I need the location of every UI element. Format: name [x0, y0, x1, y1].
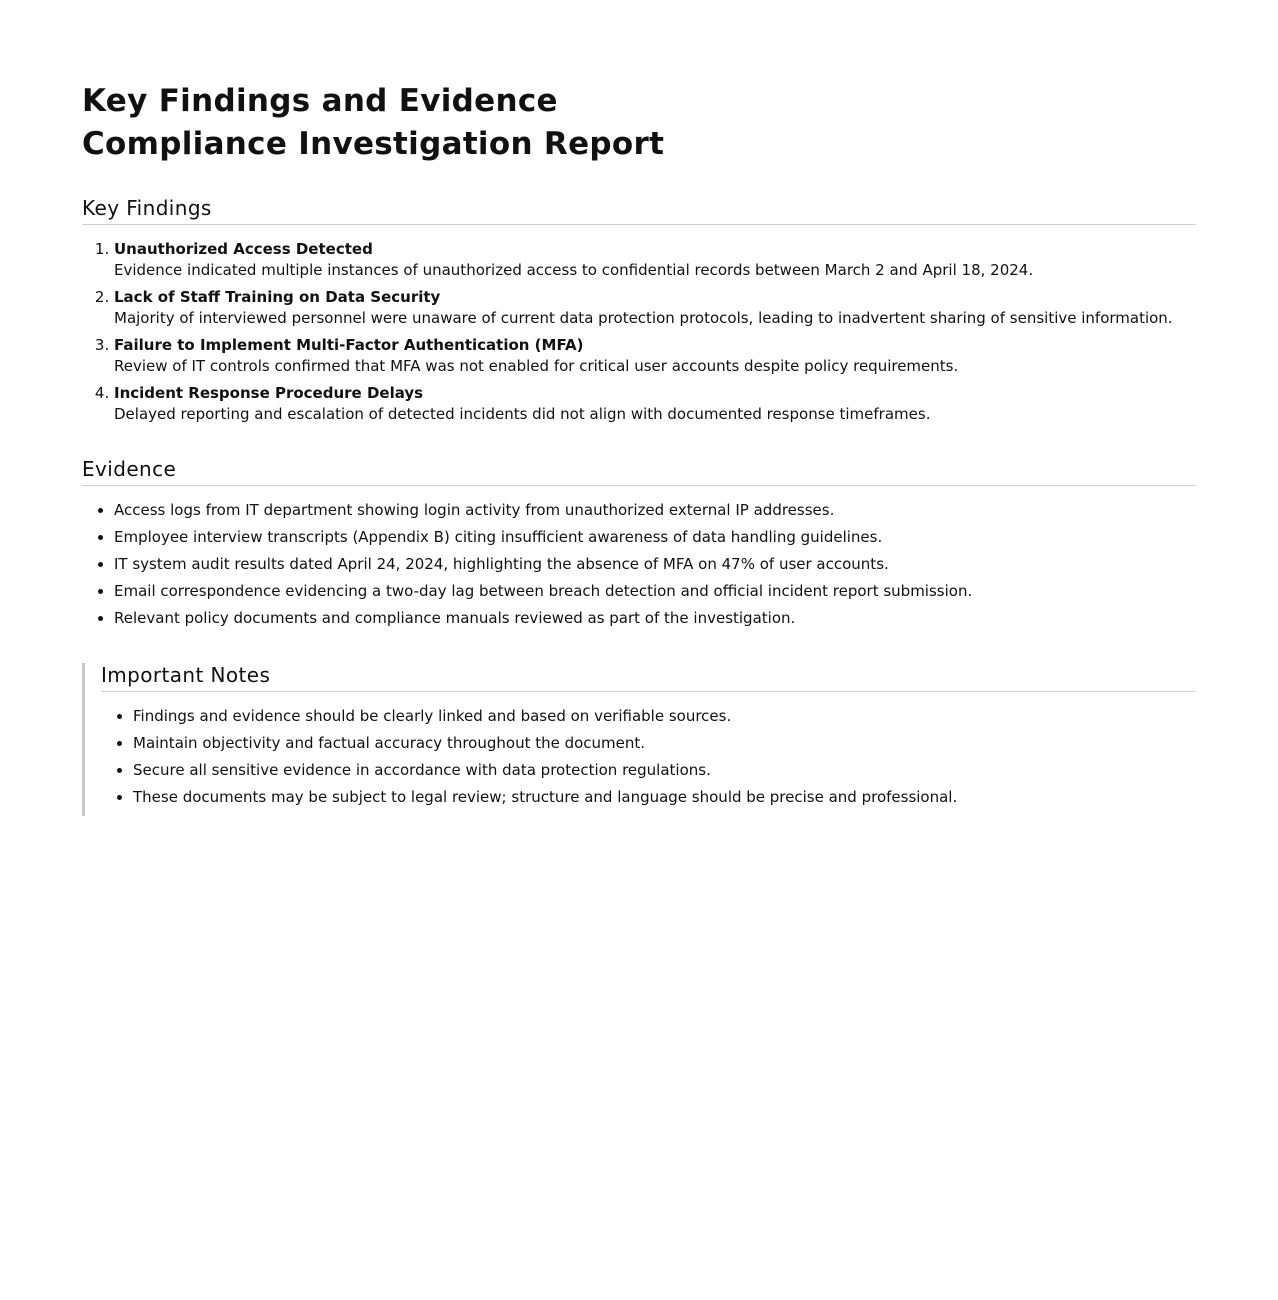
evidence-item: • Access logs from IT department showing login activity from unauthorized external IP addresses.: [114, 500, 1196, 521]
finding-item: [114, 335, 1196, 377]
note-item: • Secure all sensitive evidence in accordance with data protection regulations.: [133, 760, 1196, 781]
evidence-section: [82, 457, 1196, 629]
key-findings-section: [82, 196, 1196, 425]
evidence-item: • Employee interview transcripts (Appendix B) citing insufficient awareness of data handling guidelines.: [114, 527, 1196, 548]
important-notes-heading: Important Notes: [101, 663, 1196, 692]
evidence-list: [82, 500, 1196, 629]
finding-item: [114, 383, 1196, 425]
evidence-item: • Relevant policy documents and compliance manuals reviewed as part of the investigation.: [114, 608, 1196, 629]
note-item: • These documents may be subject to legal review; structure and language should be precise and professional.: [133, 787, 1196, 808]
page-title-line-2: Compliance Investigation Report: [82, 126, 665, 162]
finding-description: Review of IT controls confirmed that MFA was not enabled for critical user accounts despite policy requirements.: [114, 357, 959, 375]
finding-title: 2. Lack of Staff Training on Data Security: [114, 288, 441, 306]
key-findings-heading: Key Findings: [82, 196, 1196, 225]
finding-title: 4. Incident Response Procedure Delays: [114, 384, 424, 402]
finding-description: Delayed reporting and escalation of detected incidents did not align with documented response timeframes.: [114, 405, 931, 423]
finding-title: 1. Unauthorized Access Detected: [114, 240, 373, 258]
page-title: [82, 80, 1196, 166]
important-notes-list: [101, 706, 1196, 808]
important-notes-callout: [82, 663, 1196, 816]
finding-description: Evidence indicated multiple instances of unauthorized access to confidential records between March 2 and April 18, 2024.: [114, 261, 1034, 279]
evidence-item: • Email correspondence evidencing a two-day lag between breach detection and official incident report submission.: [114, 581, 1196, 602]
note-item: • Maintain objectivity and factual accuracy throughout the document.: [133, 733, 1196, 754]
evidence-heading: Evidence: [82, 457, 1196, 486]
page-title-line-1: Key Findings and Evidence: [82, 83, 558, 119]
key-findings-list: [82, 239, 1196, 425]
finding-item: [114, 239, 1196, 281]
finding-description: Majority of interviewed personnel were unaware of current data protection protocols, leading to inadvertent sharing of sensitive information.: [114, 309, 1173, 327]
evidence-item: • IT system audit results dated April 24, 2024, highlighting the absence of MFA on 47% of user accounts.: [114, 554, 1196, 575]
finding-item: [114, 287, 1196, 329]
finding-title: 3. Failure to Implement Multi-Factor Authentication (MFA): [114, 336, 584, 354]
note-item: • Findings and evidence should be clearly linked and based on verifiable sources.: [133, 706, 1196, 727]
